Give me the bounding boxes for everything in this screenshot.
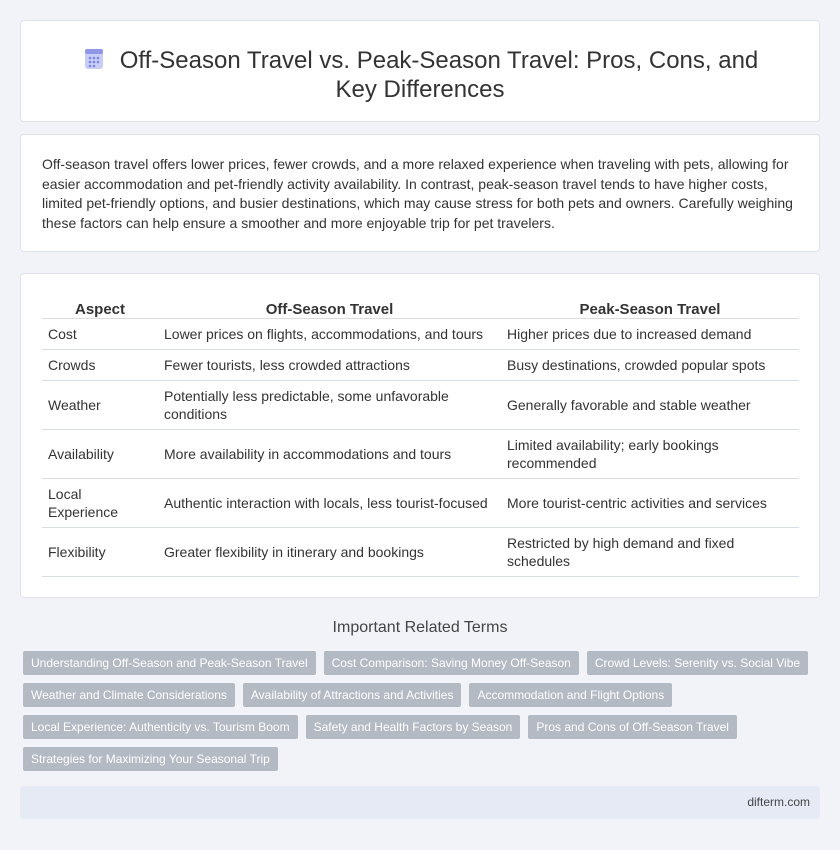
table-row — [42, 319, 799, 350]
comparison-card — [20, 273, 820, 598]
table-row — [42, 350, 799, 381]
page-title: Off-Season Travel vs. Peak-Season Travel: Pros, Cons, and Key Differences — [119, 47, 759, 103]
cell-aspect: Flexibility — [42, 528, 158, 577]
cell-off-season: Lower prices on flights, accommodations, and tours — [158, 319, 501, 350]
cell-peak-season: More tourist-centric activities and services — [501, 479, 799, 528]
cell-aspect: Crowds — [42, 350, 158, 381]
table-row — [42, 479, 799, 528]
footer — [20, 786, 820, 819]
cell-aspect: Cost — [42, 319, 158, 350]
table-row — [42, 528, 799, 577]
cell-aspect: Local Experience — [42, 479, 158, 528]
related-term-tag[interactable]: Availability of Attractions and Activities — [243, 683, 462, 707]
cell-peak-season: Higher prices due to increased demand — [501, 319, 799, 350]
cell-aspect: Availability — [42, 430, 158, 479]
cell-peak-season: Generally favorable and stable weather — [501, 381, 799, 430]
table-row — [42, 430, 799, 479]
related-term-tag[interactable]: Accommodation and Flight Options — [469, 683, 672, 707]
related-term-tag[interactable]: Pros and Cons of Off-Season Travel — [528, 715, 737, 739]
related-term-tag[interactable]: Crowd Levels: Serenity vs. Social Vibe — [587, 651, 808, 675]
related-term-tag[interactable]: Safety and Health Factors by Season — [306, 715, 521, 739]
table-row — [42, 381, 799, 430]
cell-aspect: Weather — [42, 381, 158, 430]
cell-peak-season: Restricted by high demand and fixed schedules — [501, 528, 799, 577]
cell-off-season: Authentic interaction with locals, less tourist-focused — [158, 479, 501, 528]
intro-paragraph: Off-season travel offers lower prices, fewer crowds, and a more relaxed experience when traveling with pets, allowing for easier accommodation and pet-friendly activity availability. In contrast, peak-season travel tends to have higher costs, limited pet-friendly options, and busier destinations, which may cause stress for both pets and owners. Carefully weighing these factors can help ensure a smoother and more enjoyable trip for pet travelers. — [42, 156, 793, 231]
cell-peak-season: Busy destinations, crowded popular spots — [501, 350, 799, 381]
header-aspect: Aspect — [42, 296, 158, 319]
cell-off-season: Greater flexibility in itinerary and bookings — [158, 528, 501, 577]
related-term-tag[interactable]: Local Experience: Authenticity vs. Tourism Boom — [23, 715, 298, 739]
table-header-row — [42, 296, 799, 319]
footer-site-link[interactable]: difterm.com — [747, 795, 810, 809]
related-term-tag[interactable]: Weather and Climate Considerations — [23, 683, 235, 707]
header-peak-season: Peak-Season Travel — [501, 296, 799, 319]
related-term-tag[interactable]: Understanding Off-Season and Peak-Season Travel — [23, 651, 316, 675]
intro-card — [20, 134, 820, 252]
title-card — [20, 20, 820, 122]
related-term-tag[interactable]: Strategies for Maximizing Your Seasonal Trip — [23, 747, 278, 771]
related-terms-title: Important Related Terms — [332, 619, 508, 636]
cell-off-season: More availability in accommodations and tours — [158, 430, 501, 479]
related-terms-list — [23, 651, 823, 771]
comparison-table — [42, 296, 799, 577]
page-title-block — [61, 46, 779, 104]
cell-peak-season: Limited availability; early bookings recommended — [501, 430, 799, 479]
table-icon — [82, 47, 106, 71]
cell-off-season: Fewer tourists, less crowded attractions — [158, 350, 501, 381]
cell-off-season: Potentially less predictable, some unfavorable conditions — [158, 381, 501, 430]
related-term-tag[interactable]: Cost Comparison: Saving Money Off-Season — [324, 651, 579, 675]
header-off-season: Off-Season Travel — [158, 296, 501, 319]
